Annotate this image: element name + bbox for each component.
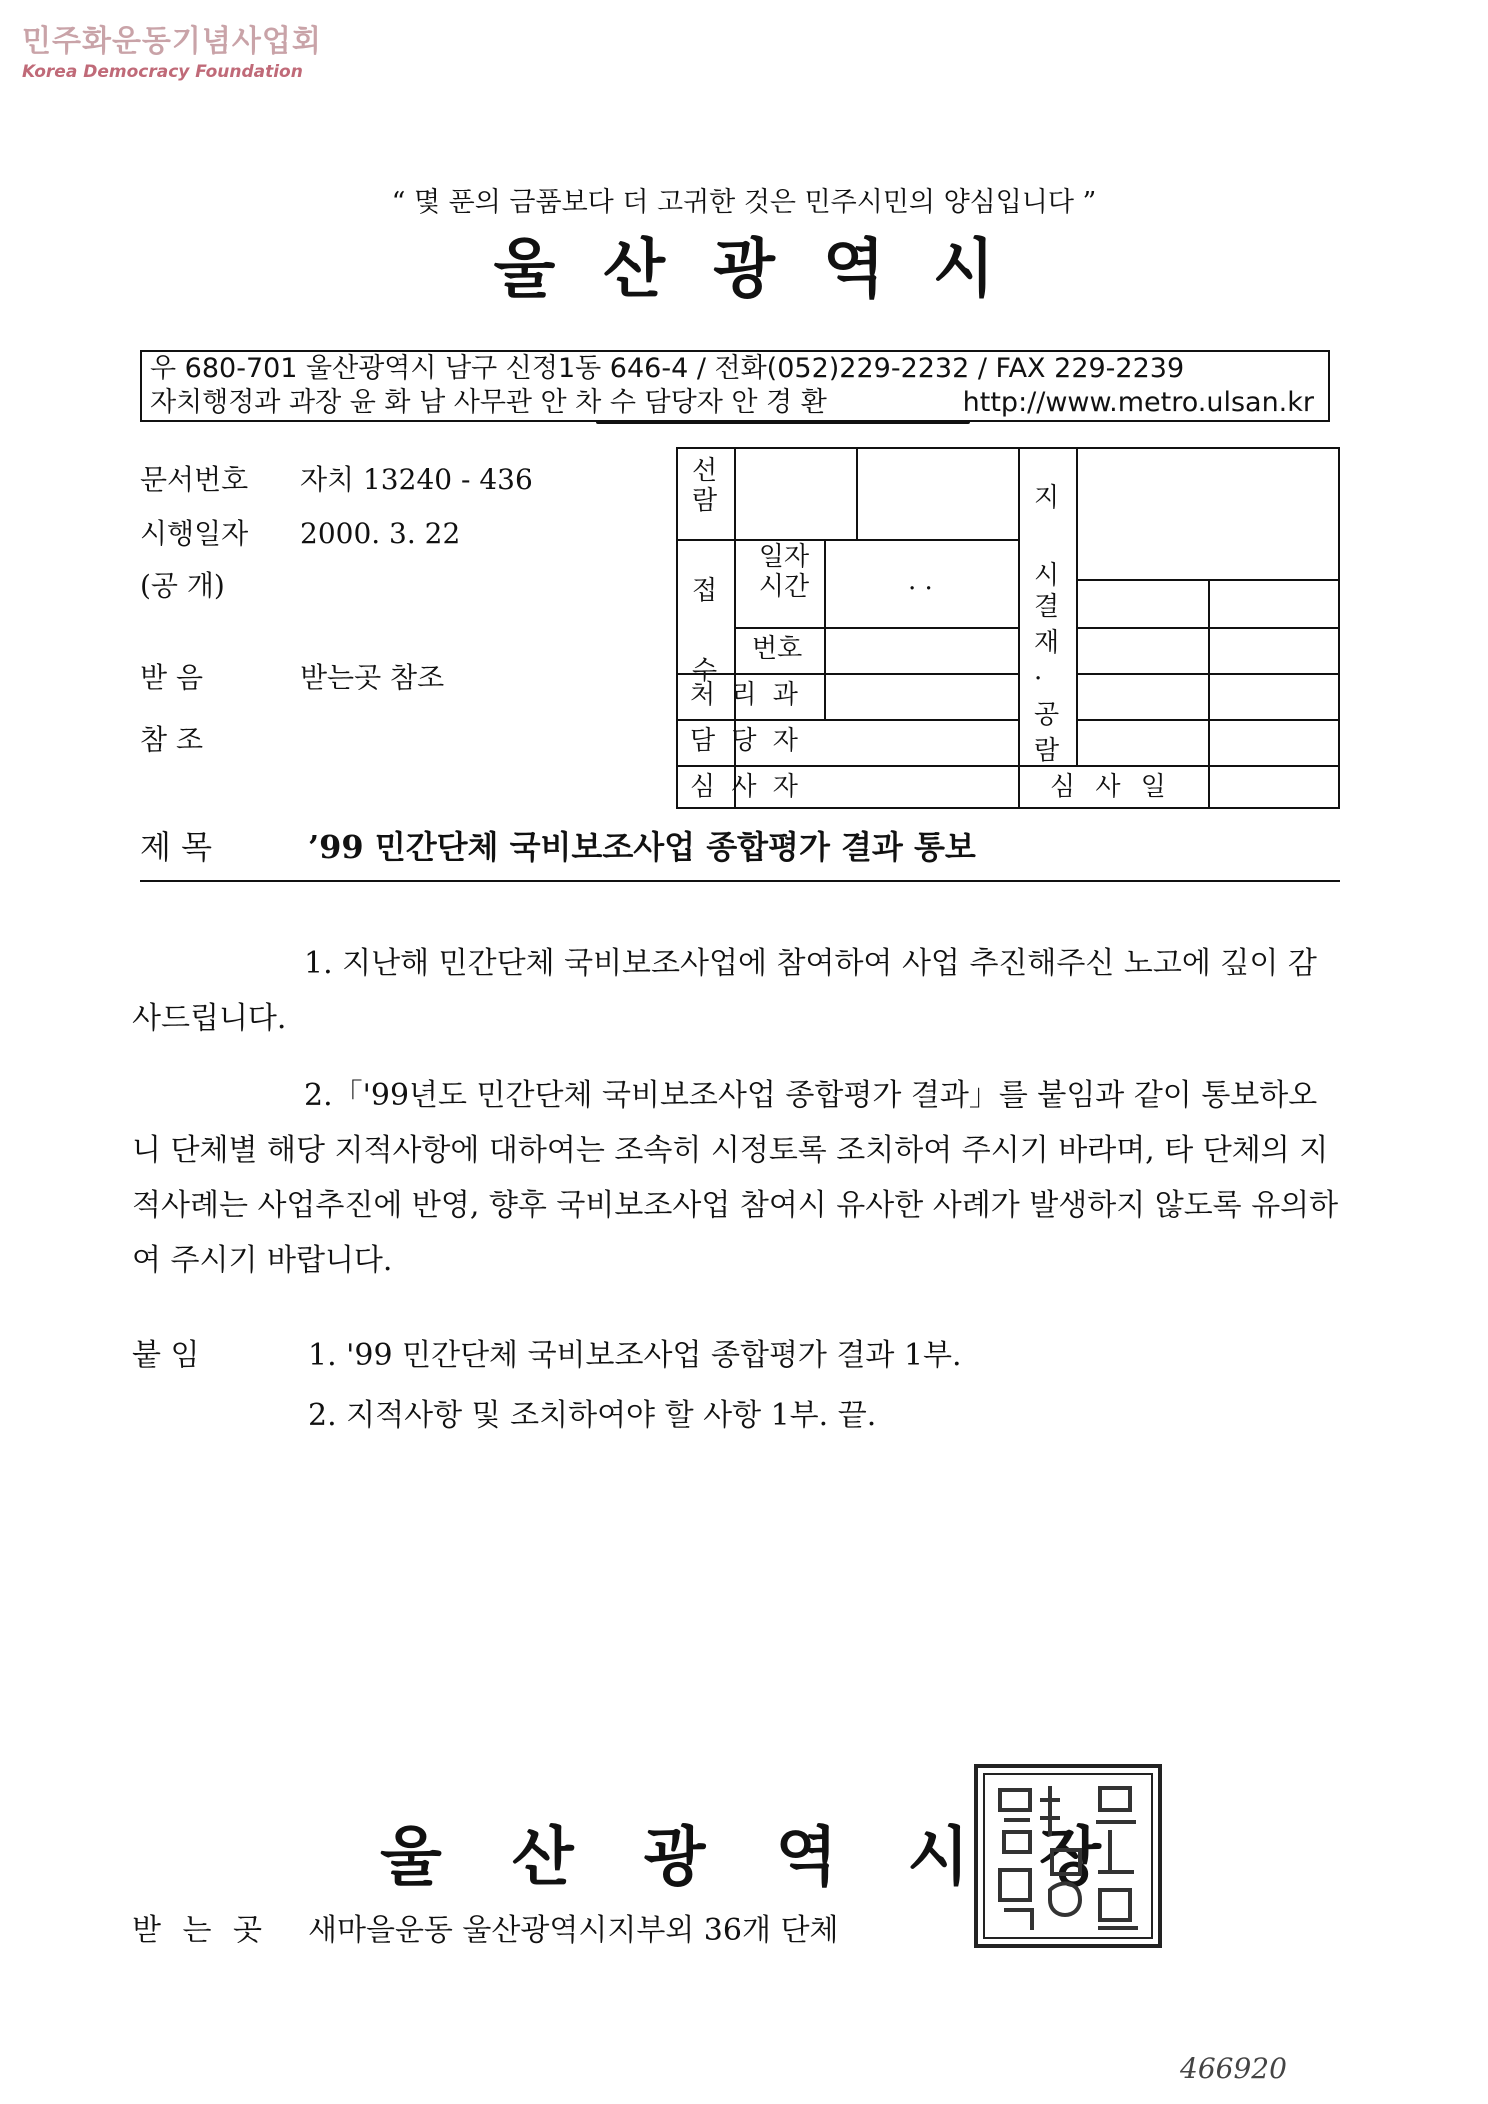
handwritten-underline [596,420,970,424]
table-line [1076,673,1340,675]
doc-number-row [140,458,533,498]
attachment-row-1 [132,1330,962,1374]
table-line [734,627,1018,629]
table-line [678,673,1018,675]
table-line [678,719,1018,721]
contact-line-1: 우 680-701 울산광역시 남구 신정1동 646-4 / 전화(052)229-2232 / FAX 229-2239 [150,353,1185,384]
table-line [824,539,826,719]
body-paragraph-1: 1. 지난해 민간단체 국비보조사업에 참여하여 사업 추진해주신 노고에 깊이 감사드립니다. [132,946,1317,1036]
recipients-row [132,1905,838,1949]
label-approval-circulation: 결재·공람 [1034,592,1060,766]
label-date-time: 일자 시간 [758,542,810,602]
label-person-in-charge: 담 당 자 [690,726,802,756]
label-number: 번호 [752,634,803,664]
table-line [1076,627,1340,629]
table-line [856,449,858,539]
official-seal [970,1760,1166,1952]
table-line [1208,579,1210,809]
receiver-row [140,656,444,696]
attachment-item-2: 2. 지적사항 및 조치하여야 할 사항 1부. 끝. [308,1398,877,1433]
label-jeopsu: 접수 [692,576,718,686]
attachment-label: 붙 임 [132,1338,200,1373]
doc-number: 자치 13240 - 436 [300,463,533,496]
seal-glyphs [1000,1786,1138,1930]
table-line [1018,449,1020,809]
label-review-date: 심 사 일 [1050,772,1172,802]
table-line [678,765,1340,767]
table-line [1076,719,1340,721]
subject-label: 제 목 [140,828,212,866]
recipients-label: 받 는 곳 [132,1913,269,1948]
date-value: 2000. 3. 22 [300,517,461,550]
reference-row [140,718,300,758]
doc-number-label: 문서번호 [140,463,249,496]
approval-table [676,447,1340,809]
contact-url: http://www.metro.ulsan.kr [962,387,1314,418]
subject-row [140,822,1340,868]
watermark-english: Korea Democracy Foundation [22,62,303,82]
motto: “ 몇 푼의 금품보다 더 고귀한 것은 민주시민의 양심입니다 ” [391,187,1097,218]
contact-box [140,350,1330,422]
contact-line-2 [150,386,1320,420]
table-line [678,539,1018,541]
label-processing-dept: 처 리 과 [690,680,802,710]
table-line [1076,449,1078,765]
organization-title: 울산광역시 [493,232,1043,307]
table-line [1076,579,1340,581]
subject-divider [140,880,1340,882]
reference-label: 참 조 [140,723,203,756]
attachment-item-1: 1. '99 민간단체 국비보조사업 종합평가 결과 1부. [308,1338,962,1373]
recipients-value: 새마을운동 울산광역시지부외 36개 단체 [308,1913,839,1948]
date-row [140,512,460,552]
subject-text: ’99 민간단체 국비보조사업 종합평가 결과 통보 [308,828,976,866]
label-seonram: 선람 [692,456,718,516]
watermark-korean: 민주화운동기념사업회 [22,24,322,59]
date-label: 시행일자 [140,517,249,550]
receiver-value: 받는곳 참조 [300,661,445,694]
label-reviewer: 심 사 자 [690,772,802,802]
receiver-label: 받 음 [140,661,203,694]
seal-border [976,1766,1160,1946]
label-jisi: 지시 [1034,483,1060,591]
contact-staff: 자치행정과 과장 윤 화 남 사무관 안 차 수 담당자 안 경 환 [150,387,827,418]
handwritten-note: 466920 [1180,2052,1287,2085]
disclosure: (공 개) [140,569,225,602]
footer-organization: 울산광역시장 [380,1820,1171,1895]
body-paragraph-2: 2.「'99년도 민간단체 국비보조사업 종합평가 결과」를 붙임과 같이 통보하오니 단체별 해당 지적사항에 대하여는 조속히 시정토록 조치하여 주시기 바라며, 타 단체의 지적사례는 사업추진에 반영, 향후 국비보조사업 참여시 유사한 사례가 발생하지 않도록 유의하여 주시기 바랍니다. [132,1078,1339,1278]
date-dots: . . [908,566,933,596]
